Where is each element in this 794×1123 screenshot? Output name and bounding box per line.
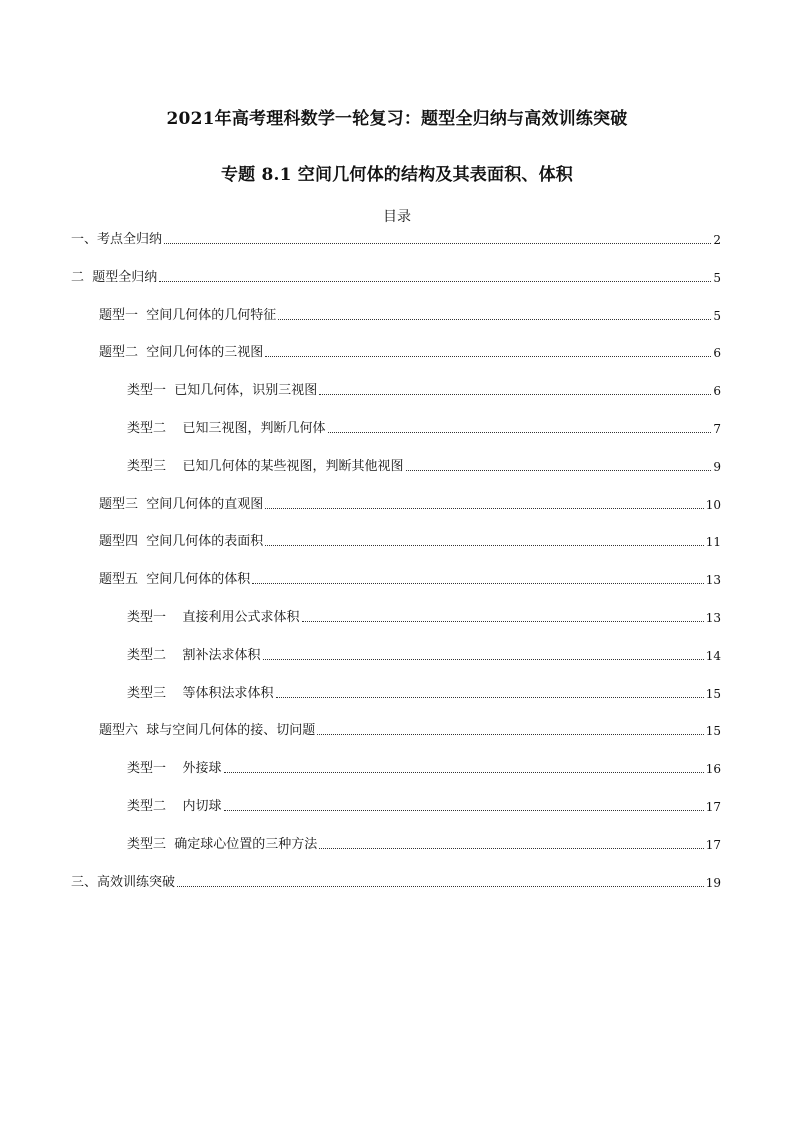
toc-entry[interactable] bbox=[99, 568, 721, 588]
toc-entry-label: 类型三 确定球心位置的三种方法 bbox=[127, 836, 318, 852]
toc-entry-label: 题型六 球与空间几何体的接、切问题 bbox=[99, 723, 316, 739]
toc-dot-leader bbox=[164, 242, 711, 244]
toc-entry-page-number: 15 bbox=[705, 724, 721, 739]
toc-entry-page-number: 5 bbox=[713, 308, 721, 323]
toc-entry[interactable] bbox=[127, 833, 721, 853]
toc-entry[interactable] bbox=[99, 530, 721, 550]
toc-entry[interactable] bbox=[127, 682, 721, 702]
toc-entry[interactable] bbox=[99, 719, 721, 739]
toc-entry[interactable] bbox=[127, 417, 721, 437]
toc-entry-label: 题型四 空间几何体的表面积 bbox=[99, 534, 264, 550]
toc-entry-page-number: 11 bbox=[705, 535, 721, 550]
toc-dot-leader bbox=[319, 393, 711, 395]
toc-entry[interactable] bbox=[127, 379, 721, 399]
toc-entry-page-number: 10 bbox=[705, 497, 721, 512]
toc-dot-leader bbox=[265, 544, 703, 546]
toc-dot-leader bbox=[328, 431, 712, 433]
toc-entry-label: 类型一 已知几何体，识别三视图 bbox=[127, 383, 318, 399]
toc-entry[interactable] bbox=[99, 304, 721, 324]
toc-entry-label: 一、考点全归纳 bbox=[71, 232, 163, 247]
toc-entry-page-number: 2 bbox=[713, 233, 721, 247]
document-title: 2021年高考理科数学一轮复习：题型全归纳与高效训练突破 bbox=[166, 109, 628, 129]
toc-dot-leader bbox=[263, 658, 704, 660]
toc-entry-page-number: 13 bbox=[705, 611, 721, 625]
toc-entry[interactable] bbox=[99, 493, 721, 513]
toc-entry-page-number: 13 bbox=[705, 573, 721, 588]
toc-entry-label: 二 题型全归纳 bbox=[71, 269, 158, 285]
toc-entry-page-number: 15 bbox=[705, 686, 721, 701]
toc-heading: 目录 bbox=[383, 209, 411, 225]
toc-entry-page-number: 5 bbox=[713, 270, 721, 285]
toc-entry[interactable] bbox=[127, 606, 721, 626]
toc-entry-page-number: 17 bbox=[705, 837, 721, 852]
toc-dot-leader bbox=[159, 280, 711, 282]
toc-dot-leader bbox=[224, 771, 704, 773]
toc-dot-leader bbox=[265, 507, 703, 509]
toc-entry[interactable] bbox=[71, 871, 721, 891]
toc-entry-label: 题型一 空间几何体的几何特征 bbox=[99, 307, 277, 323]
toc-entry-label: 类型二 已知三视图，判断几何体 bbox=[127, 421, 326, 436]
toc-entry[interactable] bbox=[127, 644, 721, 664]
toc-entry-page-number: 16 bbox=[705, 762, 721, 777]
toc-entry-label: 类型三 已知几何体的某些视图，判断其他视图 bbox=[127, 458, 404, 474]
toc-dot-leader bbox=[177, 885, 704, 887]
toc-dot-leader bbox=[319, 847, 703, 849]
toc-entry[interactable] bbox=[127, 795, 721, 815]
toc-entry-label: 类型二 内切球 bbox=[127, 799, 222, 814]
toc-dot-leader bbox=[278, 318, 711, 320]
toc-entry-label: 类型三 等体积法求体积 bbox=[127, 685, 274, 701]
toc-entry-label: 类型一 直接利用公式求体积 bbox=[127, 610, 300, 625]
toc-entry-page-number: 14 bbox=[705, 648, 721, 663]
toc-entry[interactable] bbox=[127, 455, 721, 475]
toc-entry-label: 三、高效训练突破 bbox=[71, 874, 176, 890]
toc-entry[interactable] bbox=[99, 341, 721, 361]
toc-entry-page-number: 17 bbox=[705, 800, 721, 814]
toc-entry-page-number: 6 bbox=[713, 384, 721, 399]
toc-entry-page-number: 19 bbox=[705, 875, 721, 890]
toc-entry-label: 题型三 空间几何体的直观图 bbox=[99, 496, 264, 512]
toc-entry-label: 题型二 空间几何体的三视图 bbox=[99, 345, 264, 361]
toc-entry-page-number: 6 bbox=[713, 346, 721, 361]
toc-entry-label: 类型二 割补法求体积 bbox=[127, 647, 261, 663]
toc-dot-leader bbox=[317, 733, 703, 735]
toc-dot-leader bbox=[302, 620, 704, 622]
toc-entry[interactable] bbox=[71, 228, 721, 248]
toc-dot-leader bbox=[252, 582, 703, 584]
toc-dot-leader bbox=[265, 355, 711, 357]
toc-dot-leader bbox=[406, 469, 712, 471]
toc-dot-leader bbox=[224, 809, 704, 811]
toc-entry-label: 题型五 空间几何体的体积 bbox=[99, 572, 251, 588]
toc-dot-leader bbox=[276, 696, 704, 698]
toc-entry[interactable] bbox=[127, 757, 721, 777]
toc-entry-page-number: 7 bbox=[713, 422, 721, 436]
toc-entry-page-number: 9 bbox=[713, 459, 721, 474]
toc-entry[interactable] bbox=[71, 266, 721, 286]
document-subtitle: 专题 8.1 空间几何体的结构及其表面积、体积 bbox=[220, 165, 573, 185]
toc-entry-label: 类型一 外接球 bbox=[127, 761, 222, 777]
